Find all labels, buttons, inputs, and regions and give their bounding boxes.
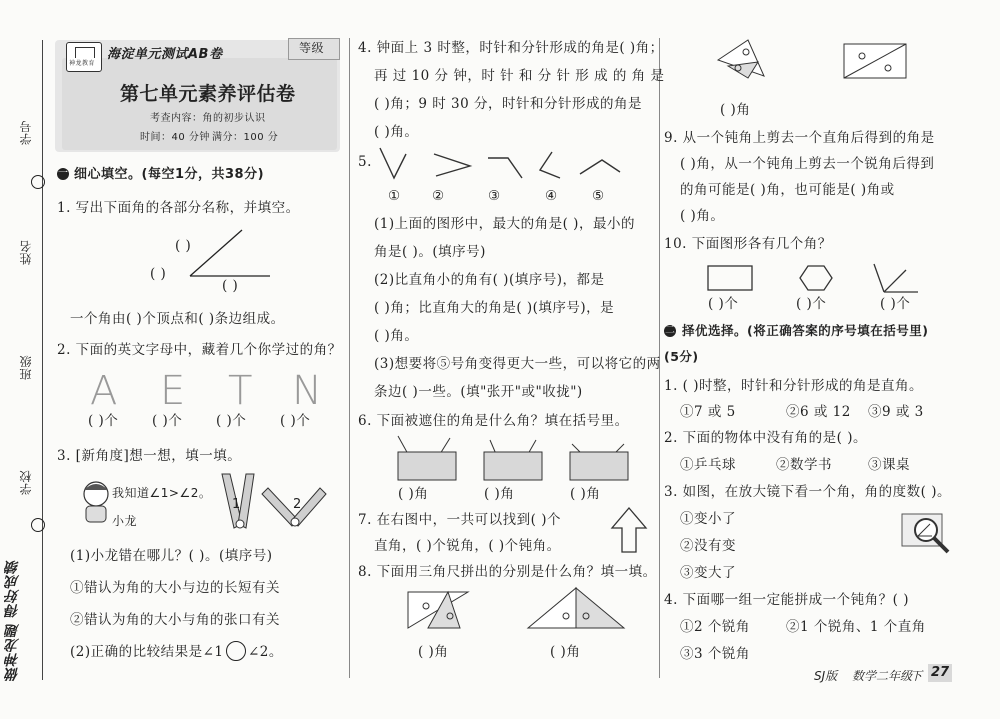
s2-q4-text: 4. 下面哪一组一定能拼成一个钝角？( ) [664,592,909,608]
binding-hole [31,175,45,189]
column-divider [349,38,350,678]
q8-text: 8. 下面用三角尺拼出的分别是什么角？填一填。 [358,564,657,580]
q1-fill: 一个角由( )个顶点和( )条边组成。 [70,311,285,327]
section1-heading: 细心填空。(每空1分，共38分) [74,167,265,182]
q8-blank-1: ( )角 [418,644,449,660]
q8-triangle-figures [408,588,638,632]
q2-blank-n: ( )个 [280,413,311,429]
q1-text: 1. 写出下面角的各部分名称，并填空。 [57,200,300,216]
binding-line [42,40,43,680]
q10-blank-1: ( )个 [708,296,739,312]
s2-q4-opt3: ③3 个锐角 [680,646,750,662]
q5-num: 5. [358,154,372,170]
s2-q3-opt3: ③变大了 [680,565,736,581]
page-number: 27 [928,664,952,682]
q3-name: 小龙 [112,514,138,528]
s2-q1-opt1: ①7 或 5 [680,404,736,420]
q5-line4: ( )角；比直角大的角是( )(填序号)，是 [374,300,615,316]
q2-blank-a: ( )个 [88,413,119,429]
q10-shapes [708,262,928,294]
footer-term: 下 [910,669,923,683]
letter-t: T [228,368,253,414]
binding-hole [31,518,45,532]
section2-points: (5分) [664,349,699,364]
section-badge-one: 一 [58,168,68,179]
q5-label-5: ⑤ [592,188,605,204]
s2-q1-text: 1. ( )时整，时针和分针形成的角是直角。 [664,378,923,394]
s2-q2-opt2: ②数学书 [776,457,832,473]
q9-line3: 的角可能是( )角，也可能是( )角或 [680,182,895,198]
q3-label-2: 2 [293,497,302,512]
q5-line2: 角是( )。(填序号) [374,244,486,260]
footer-edition: SJ版 [814,669,838,683]
label-class: 班级 [19,355,33,380]
q5-label-1: ① [388,188,401,204]
q2-blank-t: ( )个 [216,413,247,429]
q8-blank-2: ( )角 [550,644,581,660]
compare-circle [226,641,246,661]
q3-sub2: (2)正确的比较结果是∠1 [70,644,224,660]
q3-sub1: (1)小龙错在哪儿？( )。(填序号) [70,548,273,564]
q4-line2: 再 过 10 分 钟，时 针 和 分 针 形 成 的 角 是 [374,68,665,84]
label-student-id: 学号 [19,120,33,145]
q1-blank-top: ( ) [175,238,192,254]
q6-text: 6. 下面被遮住的角是什么角？填在括号里。 [358,413,629,429]
s2-q2-opt1: ①乒乓球 [680,457,736,473]
label-school: 学校 [19,470,33,495]
footer-subject: 数学二年级 [852,669,913,683]
q2-blank-e: ( )个 [152,413,183,429]
q3-sub2-end: ∠2。 [248,644,283,660]
q6-blank-1: ( )角 [398,486,429,502]
q3-angle-figures [208,474,328,532]
label-name: 姓名 [19,240,33,265]
exam-score: 满分：100 分 [212,132,279,143]
q6-covered-angles [398,436,638,480]
q9-line1: 9. 从一个钝角上剪去一个直角后得到的角是 [664,130,935,146]
binding-strip [0,0,52,719]
exam-time: 时间：40 分钟 [140,132,210,143]
s2-q2-opt3: ③课桌 [868,457,910,473]
q7-line2: 直角，( )个锐角，( )个钝角。 [374,538,561,554]
section2-heading: 择优选择。(将正确答案的序号填在括号里) [682,323,929,338]
s2-q4-opt2: ②1 个锐角、1 个直角 [786,619,926,635]
s2-q3-opt2: ②没有变 [680,538,736,554]
letter-a: A [90,368,118,414]
s2-q3-opt1: ①变小了 [680,511,736,527]
series-title: 海淀单元测试AB卷 [107,47,223,62]
q1-blank-bottom: ( ) [222,278,239,294]
q3-opt2: ②错认为角的大小与角的张口有关 [70,612,280,628]
q5-label-3: ③ [488,188,501,204]
slogan: 做神龙题 得好成绩 [5,560,21,682]
q3-text: 3. [新角度]想一想，填一填。 [57,448,242,464]
q7-line1: 7. 在右图中，一共可以找到( )个 [358,512,561,528]
q10-blank-2: ( )个 [796,296,827,312]
q5-line7: 条边( )一些。(填"张开"或"收拢") [374,384,583,400]
q4-line1: 4. 钟面上 3 时整，时针和分针形成的角是( )角； [358,40,664,56]
q1-blank-left: ( ) [150,266,167,282]
q5-line5: ( )角。 [374,328,419,344]
q5-line3: (2)比直角小的角有( )(填序号)，都是 [374,272,605,288]
magnifier-icon [902,512,952,554]
q4-line3: ( )角；9 时 30 分，时针和分针形成的角是 [374,96,642,112]
letter-n: N [292,368,322,414]
page-title: 第七单元素养评估卷 [120,83,296,105]
exam-content: 考查内容：角的初步认识 [150,113,266,124]
q6-blank-3: ( )角 [570,486,601,502]
q2-text: 2. 下面的英文字母中，藏着几个你学过的角？ [57,342,342,358]
q9-line4: ( )角。 [680,208,725,224]
q5-label-2: ② [432,188,445,204]
s2-q2-text: 2. 下面的物体中没有角的是( )。 [664,430,867,446]
q4-line4: ( )角。 [374,124,419,140]
s2-q1-opt3: ③9 或 3 [868,404,924,420]
s2-q3-text: 3. 如图，在放大镜下看一个角，角的度数( )。 [664,484,951,500]
grade-box: 等级 [288,38,340,60]
q8-blank-3: ( )角 [720,102,751,118]
q5-angle-shapes [380,148,620,184]
q5-label-4: ④ [545,188,558,204]
arrow-figure [612,508,646,552]
s2-q4-opt1: ①2 个锐角 [680,619,750,635]
q10-text: 10. 下面图形各有几个角？ [664,236,832,252]
q5-line6: (3)想要将⑤号角变得更大一些，可以将它的两 [374,356,661,372]
q6-blank-2: ( )角 [484,486,515,502]
q5-line1: (1)上面的图形中，最大的角是( )，最小的 [374,216,635,232]
q3-speech: 我知道∠1>∠2。 [112,486,212,500]
brand-logo: 神龙教育 [66,42,102,72]
q10-blank-3: ( )个 [880,296,911,312]
q3-label-1: 1 [232,497,241,512]
q3-opt1: ①错认为角的大小与边的长短有关 [70,580,280,596]
s2-q1-opt2: ②6 或 12 [786,404,851,420]
section-badge-two: 二 [665,325,675,336]
letter-e: E [160,368,186,414]
q8-extra-figures [718,40,908,82]
q9-line2: ( )角，从一个钝角上剪去一个锐角后得到 [680,156,935,172]
